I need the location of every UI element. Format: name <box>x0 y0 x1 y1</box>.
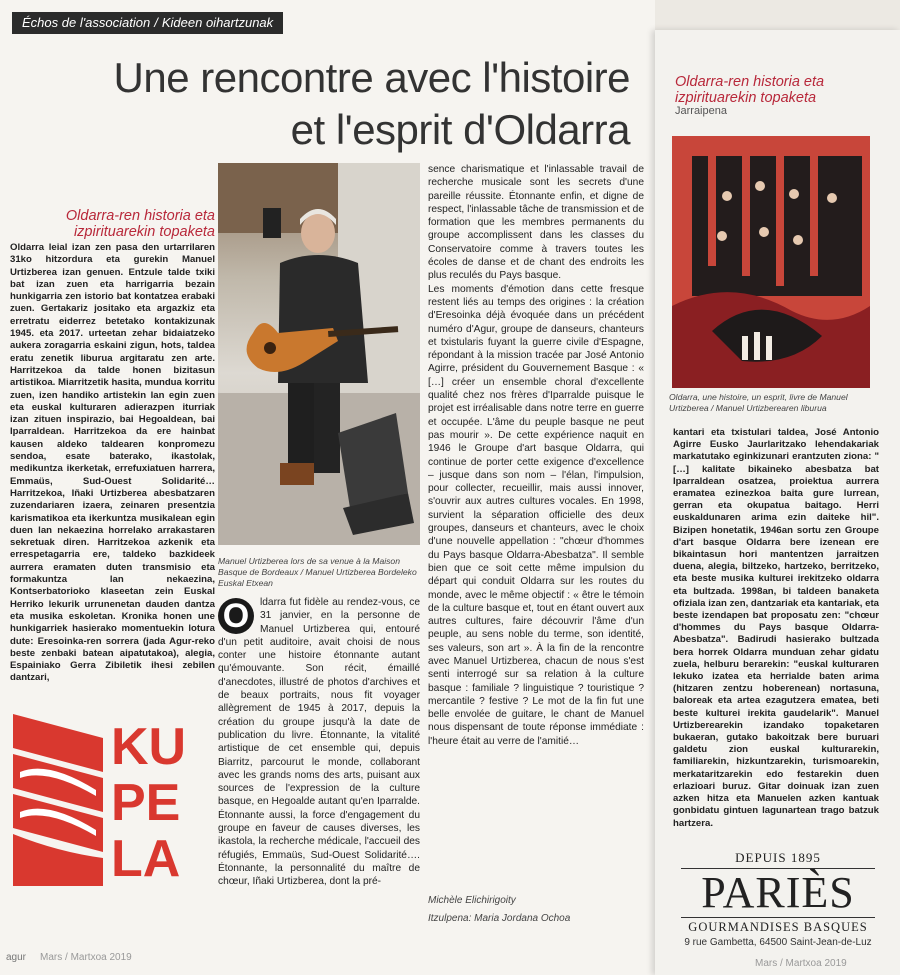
title-line-2: et l'esprit d'Oldarra <box>290 106 630 153</box>
paries-since: DEPUIS 1895 <box>735 850 821 865</box>
basque-body: Oldarra leial izan zen pasa den urtarrilaren 31ko hitzordura eta gurekin Manuel Urtizberea izan genuen. Entzule talde txiki bat izan zuen eta harrigarria bezain hunkigarria zen istorio bat kontatzea erabaki zuen. Gertakariz jositako eta argazkiz eta erretratu eiderrez betetako kontakizunak 1945. eta 2017. urteetan zehar bidaiatzeko aukera zoragarria eskaini zigun, hots, taldea eratu zenetik liburua argitaratu zen arte. Harritzekoa da talde honen bizitasun artistikoa. Miarritzetik hasita, mundua korritu zuen, izen handiko artistekin lan egin zuen eta euskal kulturaren adierazpen iturriak izan zituen inspirazio, bai Hegoaldean, bai Iparraldean. Harritzekoa da ere hainbat kausen aldeko taldearen konpromezu sendoa, esate baterako, ikastolak, medikuntza ikerketak, errefuxiatuen harrera, Emmaüs, Sud-Ouest Solidarité… Harritzekoa, Iñaki Urtizberea abesbatzaren zuzendariaren izaera, zeinaren presentzia karismatikoa eta ikerkuntza musikalean egin duen lan nekaezina horrelako arrakastaren sekretuak diren. Harritzekoa azkenik eta errespetagarria ere, taldeko bazkideek aurrera eramaten duten transmisio eta formakuntza lan nekaezina, Kontserbatorioko klaseetan zein Euskal Herriko lekurik urrunenetan dauden dantza eta musika eskoletan. Kronika honen une hunkigarriek hasierako momentuekin lotura dute: Eresoinka-ren sorrera (jada Agur-reko beste zenbaki batean aipatutakoa), alegia, Espainiako Gerra Zibiletik ihesi zebilen dantzari, <box>10 242 215 684</box>
photo-caption: Manuel Urtizberea lors de sa venue à la Maison Basque de Bordeaux / Manuel Urtizberea Bordeleko Euskal Etxean <box>218 556 417 588</box>
french-col3-para-2: Les moments d'émotion dans cette fresque restent liés au temps des origines : la création d'Eresoinka déjà évoquée dans un précédent numéro d'Agur, groupe de danseurs, chanteurs et txistularis fuyant la guerre civile d'Espagne, répondant à la mission tracée par José Antonio Agirre, président du Gouvernement Basque : « […] créer un ensemble choral d'excellente qualité chez nos frères d'Iparralde puisque le projet est irréalisable dans notre terre en guerre et occupée. L'âme du peuple basque ne peut pas mourir ». De cette expérience naquit en 1946 le Groupe d'art basque Oldarra, qui continue de porter cette exigence d'excellence – jusque dans son nom – l'élan, l'impulsion, pour collecter, recueillir, mais aussi innover, s'ouvrir aux autres cultures vocales. En 1998, survient la séparation officielle des deux groupes, danseurs et chanteurs, avec le choix d'une nouvelle appellation : "chœur d'hommes du Pays basque Oldarra-Abesbatza". Il semble bien que ce soit cette même impulsion du départ qui conduit Oldarra sur les routes du monde, avec le même objectif : « être le témoin de la culture basque et, tout en étant ouvert aux autres cultures, faire découvrir l'âme d'un peuple, au sens noble du terme, son identité, ses valeurs, son art ». À la fin de la rencontre avec Manuel Urtizberea, chacun de nous s'est senti interrogé sur sa relation à la culture basque : familiale ? linguistique ? touristique ? mercantile ? festive ? Le mot de la fin fut une belle envolée de guitare, le chant de Manuel nous dispensant de toute réponse immédiate : l'heure était au verre de l'amitié… <box>428 283 644 747</box>
book-cover-illustration <box>672 136 870 388</box>
kupela-advert <box>8 712 213 888</box>
right-subheading <box>675 74 895 106</box>
dropcap: O <box>218 598 254 634</box>
byline <box>428 892 570 928</box>
title-line-1: Une rencontre avec l'histoire <box>113 54 630 101</box>
basque-subheading-line-2: izpirituarekin topaketa <box>73 224 215 240</box>
basque-subheading-line-1: Oldarra-ren historia eta <box>65 208 215 224</box>
french-column-3 <box>428 163 644 748</box>
author: Michèle Elichirigoity <box>428 895 516 906</box>
french-col2-text: ldarra fut fidèle au rendez-vous, ce 31 janvier, en la personne de Manuel Urtizberea qui, entouré d'un petit auditoire, avait choisi de nous conter une histoire étonnante autant qu'émouvante. Son récit, émaillé d'anecdotes, illustré de photos d'archives et de beaux portraits, nous fit voyager allègrement de 1945 à 2017, depuis la création du groupe jusqu'à la date de publication du livre. Étonnante, la vitalité artistique de cet ensemble qui, depuis Biarritz, parcourut le monde, collaborant avec les grands noms des arts, puisant aux sources de l'expression de la culture basque, en Hegoalde autant qu'en Iparralde. Étonnante aussi, la force d'engagement du groupe en faveur de causes diverses, les ikastola, la recherche médicale, l'accueil des réfugiés, Emmaüs, Sud-Ouest Solidarité…. Étonnante, la personnalité du maître de chœur, Iñaki Urtizberea, dont la pré- <box>218 597 420 888</box>
magazine-name: agur <box>6 952 27 963</box>
french-column-2 <box>218 596 420 889</box>
book-cover-image <box>672 136 870 388</box>
french-col3-para-1: sence charismatique et l'inlassable travail de recherche musicale sont les secrets d'une pareille réussite. Étonnante enfin, et digne de respect, l'inlassable tâche de transmission et de formation que les membres permanents du groupe accomplissent dans les classes du Conservatoire comme à travers toutes les écoles de danse et de chant des endroits les plus reculés du Pays basque. <box>428 164 644 282</box>
paries-name: PARIÈS <box>701 868 855 917</box>
paries-rule-bottom <box>681 917 875 918</box>
issue-date: Mars / Martxoa 2019 <box>40 952 132 963</box>
basque-subheading <box>10 208 215 240</box>
right-subheading-line-1: Oldarra-ren historia eta <box>675 74 825 90</box>
basque-column <box>10 208 215 685</box>
guitarist-photo <box>218 163 420 545</box>
continuation-label: Jarraipena <box>675 105 727 117</box>
right-page <box>655 30 900 975</box>
rubric-eu: Kideen oihartzunak <box>161 15 274 30</box>
folio-left <box>6 952 132 963</box>
guitarist-photo-illustration <box>218 163 420 545</box>
paries-address: 9 rue Gambetta, 64500 Saint-Jean-de-Luz <box>684 937 872 948</box>
section-rubric: Échos de l'association / Kideen oihartzunak <box>12 12 283 34</box>
right-subheading-line-2: izpirituarekin topaketa <box>675 90 817 106</box>
page-title <box>40 52 630 156</box>
book-caption: Oldarra, une histoire, un esprit, livre de Manuel Urtizberea / Manuel Urtizberearen liburua <box>669 392 848 413</box>
kupela-ku: KU <box>111 718 187 776</box>
right-basque-body: kantari eta txistulari taldea, José Antonio Agirre Eusko Jaurlaritzako lehendakariak markatutako eginkizunari erantzuten ziona: "[…] kalitate bikaineko abesbatza bat Iparraldean osatzea, proiektua aurrera eramatea ezinezkoa baita gure lurrean, gerran eta okupatua baitago. Herri euskaldunaren arima ezin daiteke hil". Bizipen honetatik, 1946an sortu zen Groupe d'art basque Oldarra bere izenean ere bikaintasun hori mantentzen jarraitzen duena, alegia, biltzeko, hartzeko, berritzeko, eta beste musika kulturei irekitzeko oldarra eta bultzada. 1998an, bi taldeen banaketa ofiziala izan zen, dantzariak eta kantariak, eta beste izendapen bat proposatu zen: "chœur d'hommes du Pays basque Oldarra-Abesbatza". Badirudi hasierako bultzada bera horrek Oldarra munduan zehar gidatu zuela, helburu berarekin: "euskal kulturaren lekuko izatea eta herrialde baten arima (hitzaren zentzu hoberenean) nortasuna, baloreak eta artea ezagutzera ematea, beti beste kulturei irekita gaudelarik". Manuel Urtizberearekin izandako topaketaren bukaeran, gutako bakoitzak bere buruari galdetu zion euskal kulturarekin, familiarekin, hizkuntzarekin, turismoarekin, merkataritzarekin edo festarekin duen erlazioari buruz. Gitar doinuak izan zuen azken hitza eta Manuelen azken kantuak gonbidatu gintuen lagunartean trago batzuk hartzera. <box>673 427 879 829</box>
translator: Itzulpena: Maria Jordana Ochoa <box>428 913 571 924</box>
kupela-logo <box>8 712 213 888</box>
kupela-barrel-icon <box>13 714 103 886</box>
rubric-fr: Échos de l'association <box>22 15 151 30</box>
kupela-pe: PE <box>111 774 181 832</box>
kupela-la: LA <box>111 830 181 888</box>
paries-advert <box>673 850 883 948</box>
folio-right: Mars / Martxoa 2019 <box>755 958 847 969</box>
paries-tagline: GOURMANDISES BASQUES <box>688 920 868 934</box>
